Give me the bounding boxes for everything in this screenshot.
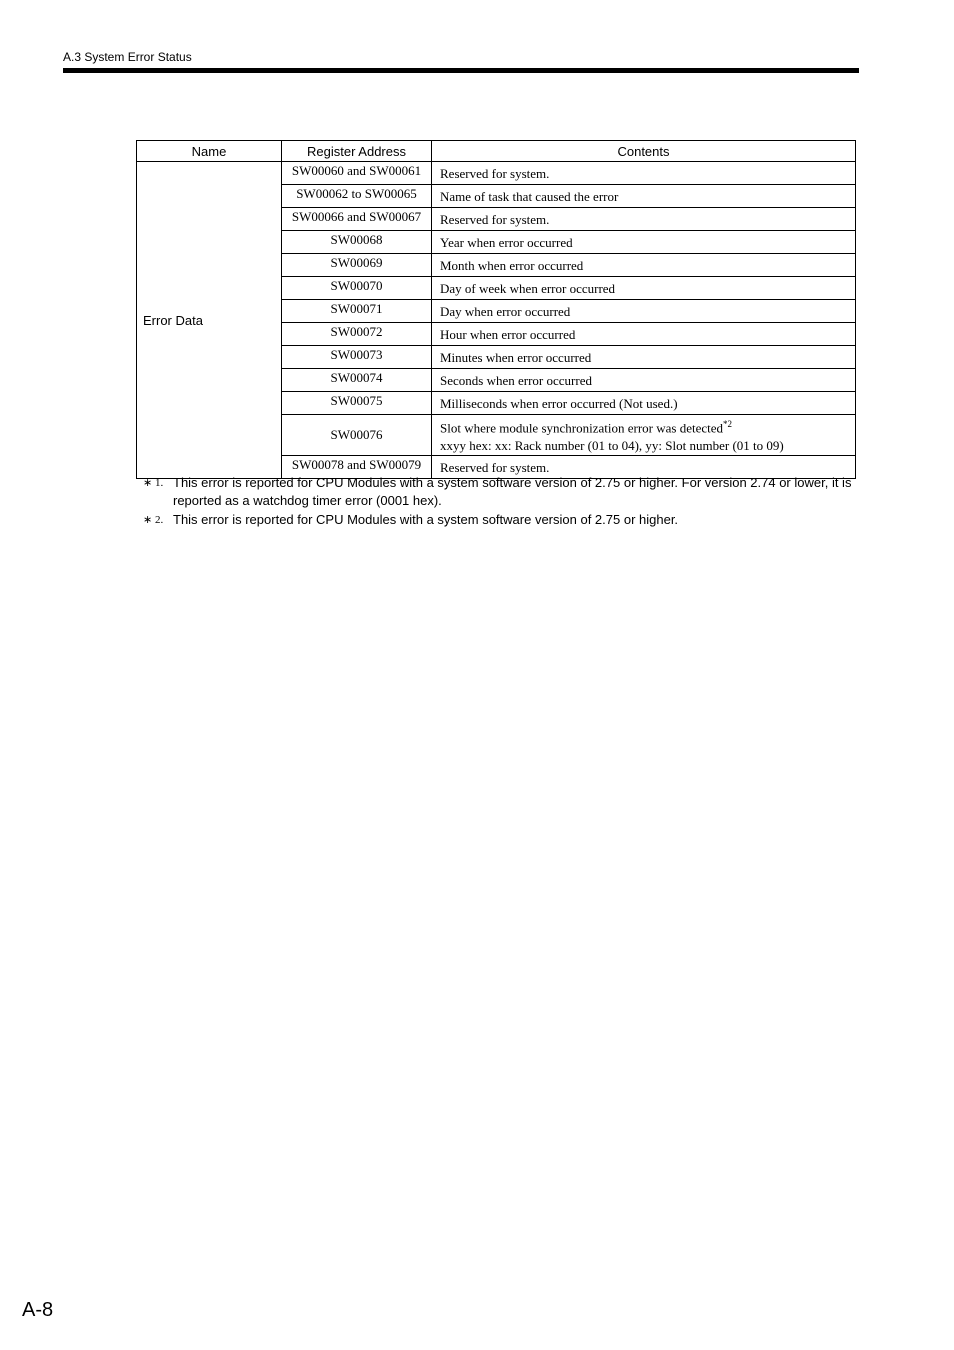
address-cell: SW00072 [282,323,432,346]
address-cell: SW00070 [282,277,432,300]
header-name: Name [137,141,282,162]
contents-cell: Year when error occurred [432,231,856,254]
contents-cell: Day of week when error occurred [432,277,856,300]
contents-cell: Minutes when error occurred [432,346,856,369]
address-cell: SW00075 [282,392,432,415]
page-number: A-8 [22,1299,54,1321]
address-cell: SW00076 [282,415,432,456]
contents-cell: Milliseconds when error occurred (Not used.) [432,392,856,415]
contents-cell: Hour when error occurred [432,323,856,346]
header-contents: Contents [432,141,856,162]
address-cell: SW00066 and SW00067 [282,208,432,231]
footnote-text: This error is reported for CPU Modules with a system software version of 2.75 or higher. For version 2.74 or lower, it is reported as a watchdog timer error (0001 hex). [173,475,852,508]
table-row [137,162,856,185]
contents-line-1: Slot where module synchronization error was detected [440,420,724,436]
contents-cell: Reserved for system. [432,208,856,231]
address-cell: SW00069 [282,254,432,277]
contents-cell: Seconds when error occurred [432,369,856,392]
contents-cell [432,415,856,456]
footnote-ref-2: *2 [723,419,733,430]
group-name-cell: Error Data [137,162,282,479]
table-header-row [137,141,856,162]
section-title: A.3 System Error Status [63,50,192,64]
address-cell: SW00060 and SW00061 [282,162,432,185]
footnote-mark: ∗ 2. [143,514,164,526]
footnote-2 [143,511,858,529]
register-table [136,140,856,479]
footnote-text: This error is reported for CPU Modules with a system software version of 2.75 or higher. [173,512,679,527]
header-register-address: Register Address [282,141,432,162]
address-cell: SW00062 to SW00065 [282,185,432,208]
contents-cell: Reserved for system. [432,162,856,185]
contents-cell: Reserved for system. [432,456,856,479]
contents-cell: Month when error occurred [432,254,856,277]
contents-line-2: xxyy hex: xx: Rack number (01 to 04), yy: Slot number (01 to 09) [440,437,784,453]
contents-cell: Name of task that caused the error [432,185,856,208]
footnote-mark: ∗ 1. [143,477,164,489]
footnotes [143,474,858,530]
address-cell: SW00074 [282,369,432,392]
address-cell: SW00068 [282,231,432,254]
contents-cell: Day when error occurred [432,300,856,323]
address-cell: SW00078 and SW00079 [282,456,432,479]
footnote-1 [143,474,858,510]
header-rule [63,68,859,73]
address-cell: SW00071 [282,300,432,323]
address-cell: SW00073 [282,346,432,369]
